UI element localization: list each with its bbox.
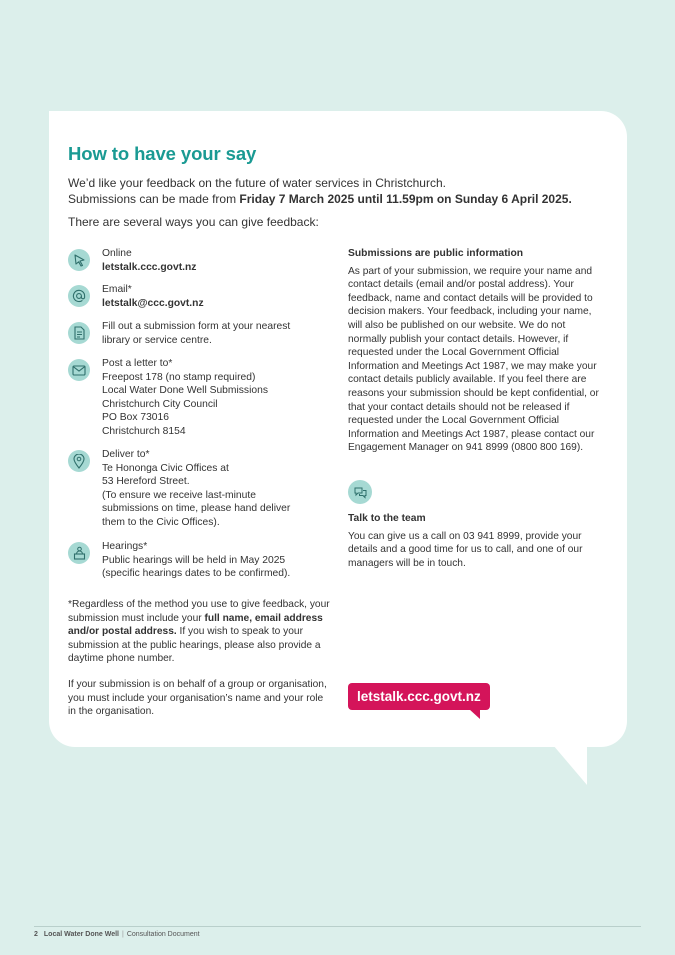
online-link[interactable]: letstalk.ccc.govt.nz (102, 261, 197, 273)
letstalk-link-button[interactable]: letstalk.ccc.govt.nz (348, 683, 490, 710)
public-info-body: As part of your submission, we require your name and contact details (email and/or postal address). Your feedback, name and contact details will be provided to decision makers. Your feedback, including your name, will also be published on our website. We do not normally publish your contact details. However, if requested under the Local Government Official Information and Meetings Act 1987, we may make your contact details publicly available. If you feel there are reasons your submission should be kept confidential, or that your contact details should not be released if requested under the Local Government Official Information and Meetings Act 1987, please contact our Engagement Manager on 941 8999 (0800 800 169). (348, 265, 599, 454)
deliver-line: Deliver to* (102, 449, 150, 460)
public-info-title: Submissions are public information (348, 248, 524, 259)
public-information-section (348, 247, 603, 455)
post-line: Christchurch City Council (102, 398, 218, 410)
post-line: PO Box 73016 (102, 412, 169, 424)
footer-divider (34, 926, 641, 927)
footer-title: Local Water Done Well (43, 931, 119, 938)
hearings-line: Public hearings will be held in May 2025 (102, 554, 286, 566)
document-icon (68, 322, 90, 344)
footer-separator: | (121, 931, 124, 938)
podium-icon (68, 542, 90, 564)
deliver-line: Te Hononga Civic Offices at (102, 462, 229, 474)
post-line: Post a letter to* (102, 358, 173, 369)
footer-subtitle: Consultation Document (126, 931, 200, 938)
email-label: Email* (102, 284, 132, 295)
post-line: Freepost 178 (no stamp required) (102, 371, 256, 383)
at-icon (68, 285, 90, 307)
note-paragraph-1: *Regardless of the method you use to give feedback, your submission must include your full name, email address and/or postal address. If you wish to speak to your submission at the public hearings, please also provide a daytime phone number. (68, 599, 330, 665)
deliver-line: them to the Civic Offices). (102, 516, 220, 528)
speech-bubbles-icon (348, 480, 372, 504)
envelope-icon (68, 359, 90, 381)
talk-to-team-section (348, 512, 603, 570)
page-number: 2 (34, 931, 38, 938)
note-paragraph-2: If your submission is on behalf of a group or organisation, you must include your organisation’s name and your role in the organisation. (68, 678, 327, 718)
post-line: Local Water Done Well Submissions (102, 385, 268, 397)
requirements-note (68, 598, 330, 719)
map-pin-icon (68, 450, 90, 472)
page-title: How to have your say (68, 143, 257, 164)
footer (34, 931, 200, 938)
cursor-icon (68, 249, 90, 271)
talk-body: You can give us a call on 03 941 8999, provide your details and a good time for us to call, and one of our managers will be in touch. (348, 530, 583, 569)
talk-title: Talk to the team (348, 513, 426, 524)
hearings-line: (specific hearings dates to be confirmed). (102, 568, 291, 580)
hearings-line: Hearings* (102, 541, 148, 552)
deliver-line: submissions on time, please hand deliver (102, 503, 291, 515)
form-line-2: library or service centre. (102, 334, 212, 346)
online-label: Online (102, 248, 132, 259)
deliver-line: (To ensure we receive last-minute (102, 489, 256, 501)
form-line-1: Fill out a submission form at your nearest (102, 321, 291, 332)
speech-bubble-tail (553, 745, 587, 785)
intro-line-3: There are several ways you can give feedback: (68, 215, 319, 229)
post-line: Christchurch 8154 (102, 425, 186, 437)
intro-line-1: We’d like your feedback on the future of water services in Christchurch. (68, 176, 446, 190)
deliver-line: 53 Hereford Street. (102, 476, 190, 488)
cta-tail (469, 709, 480, 719)
intro (68, 175, 608, 230)
email-address[interactable]: letstalk@ccc.govt.nz (102, 297, 204, 309)
submission-dates: Friday 7 March 2025 until 11.59pm on Sunday 6 April 2025. (239, 192, 572, 206)
intro-line-2: Submissions can be made from Friday 7 March 2025 until 11.59pm on Sunday 6 April 2025. (68, 192, 572, 206)
